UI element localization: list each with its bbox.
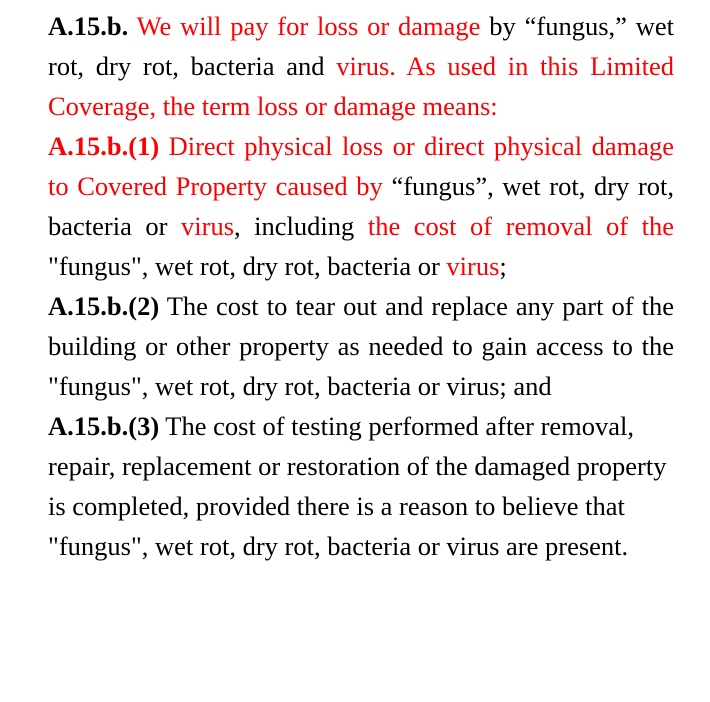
highlighted-text: Direct physical loss or direct physical damage to Covered Property caused by — [48, 131, 674, 201]
text-segment: by “fungus,” wet rot, dry rot, bacteria and — [48, 11, 675, 81]
paragraph-a15b-3 — [48, 406, 674, 566]
section-ref: A.15.b.(1) — [48, 131, 160, 161]
text-segment: ; — [499, 251, 507, 281]
policy-document — [48, 6, 674, 566]
highlighted-text: the cost of removal of the — [367, 211, 674, 241]
paragraph-a15b-1 — [48, 126, 674, 286]
section-ref: A.15.b.(3) — [48, 411, 160, 441]
text-segment — [128, 11, 136, 41]
highlighted-text: virus — [446, 251, 500, 281]
text-segment: The cost of testing performed after removal, repair, replacement or restoration of the damaged property is completed, provided there is a reason to believe that "fungus", wet rot, dry rot, bacteria or virus are present. — [48, 411, 667, 561]
text-segment: “fungus”, wet rot, dry rot, bacteria or — [48, 171, 675, 241]
text-segment: The cost to tear out and replace any part of the building or other property as needed to gain access to the "fungus", wet rot, dry rot, bacteria or virus; and — [48, 291, 674, 401]
section-ref: A.15.b.(2) — [48, 291, 160, 321]
section-ref: A.15.b. — [48, 11, 129, 41]
text-segment: , including — [234, 211, 368, 241]
text-segment: "fungus", wet rot, dry rot, bacteria or — [48, 251, 447, 281]
paragraph-a15b-2 — [48, 286, 674, 406]
highlighted-text: virus — [181, 211, 235, 241]
highlighted-text: We will pay for loss or damage — [136, 11, 481, 41]
highlighted-text: virus. As used in this Limited Coverage, the term loss or damage means: — [48, 51, 674, 121]
paragraph-a15b — [48, 6, 674, 126]
